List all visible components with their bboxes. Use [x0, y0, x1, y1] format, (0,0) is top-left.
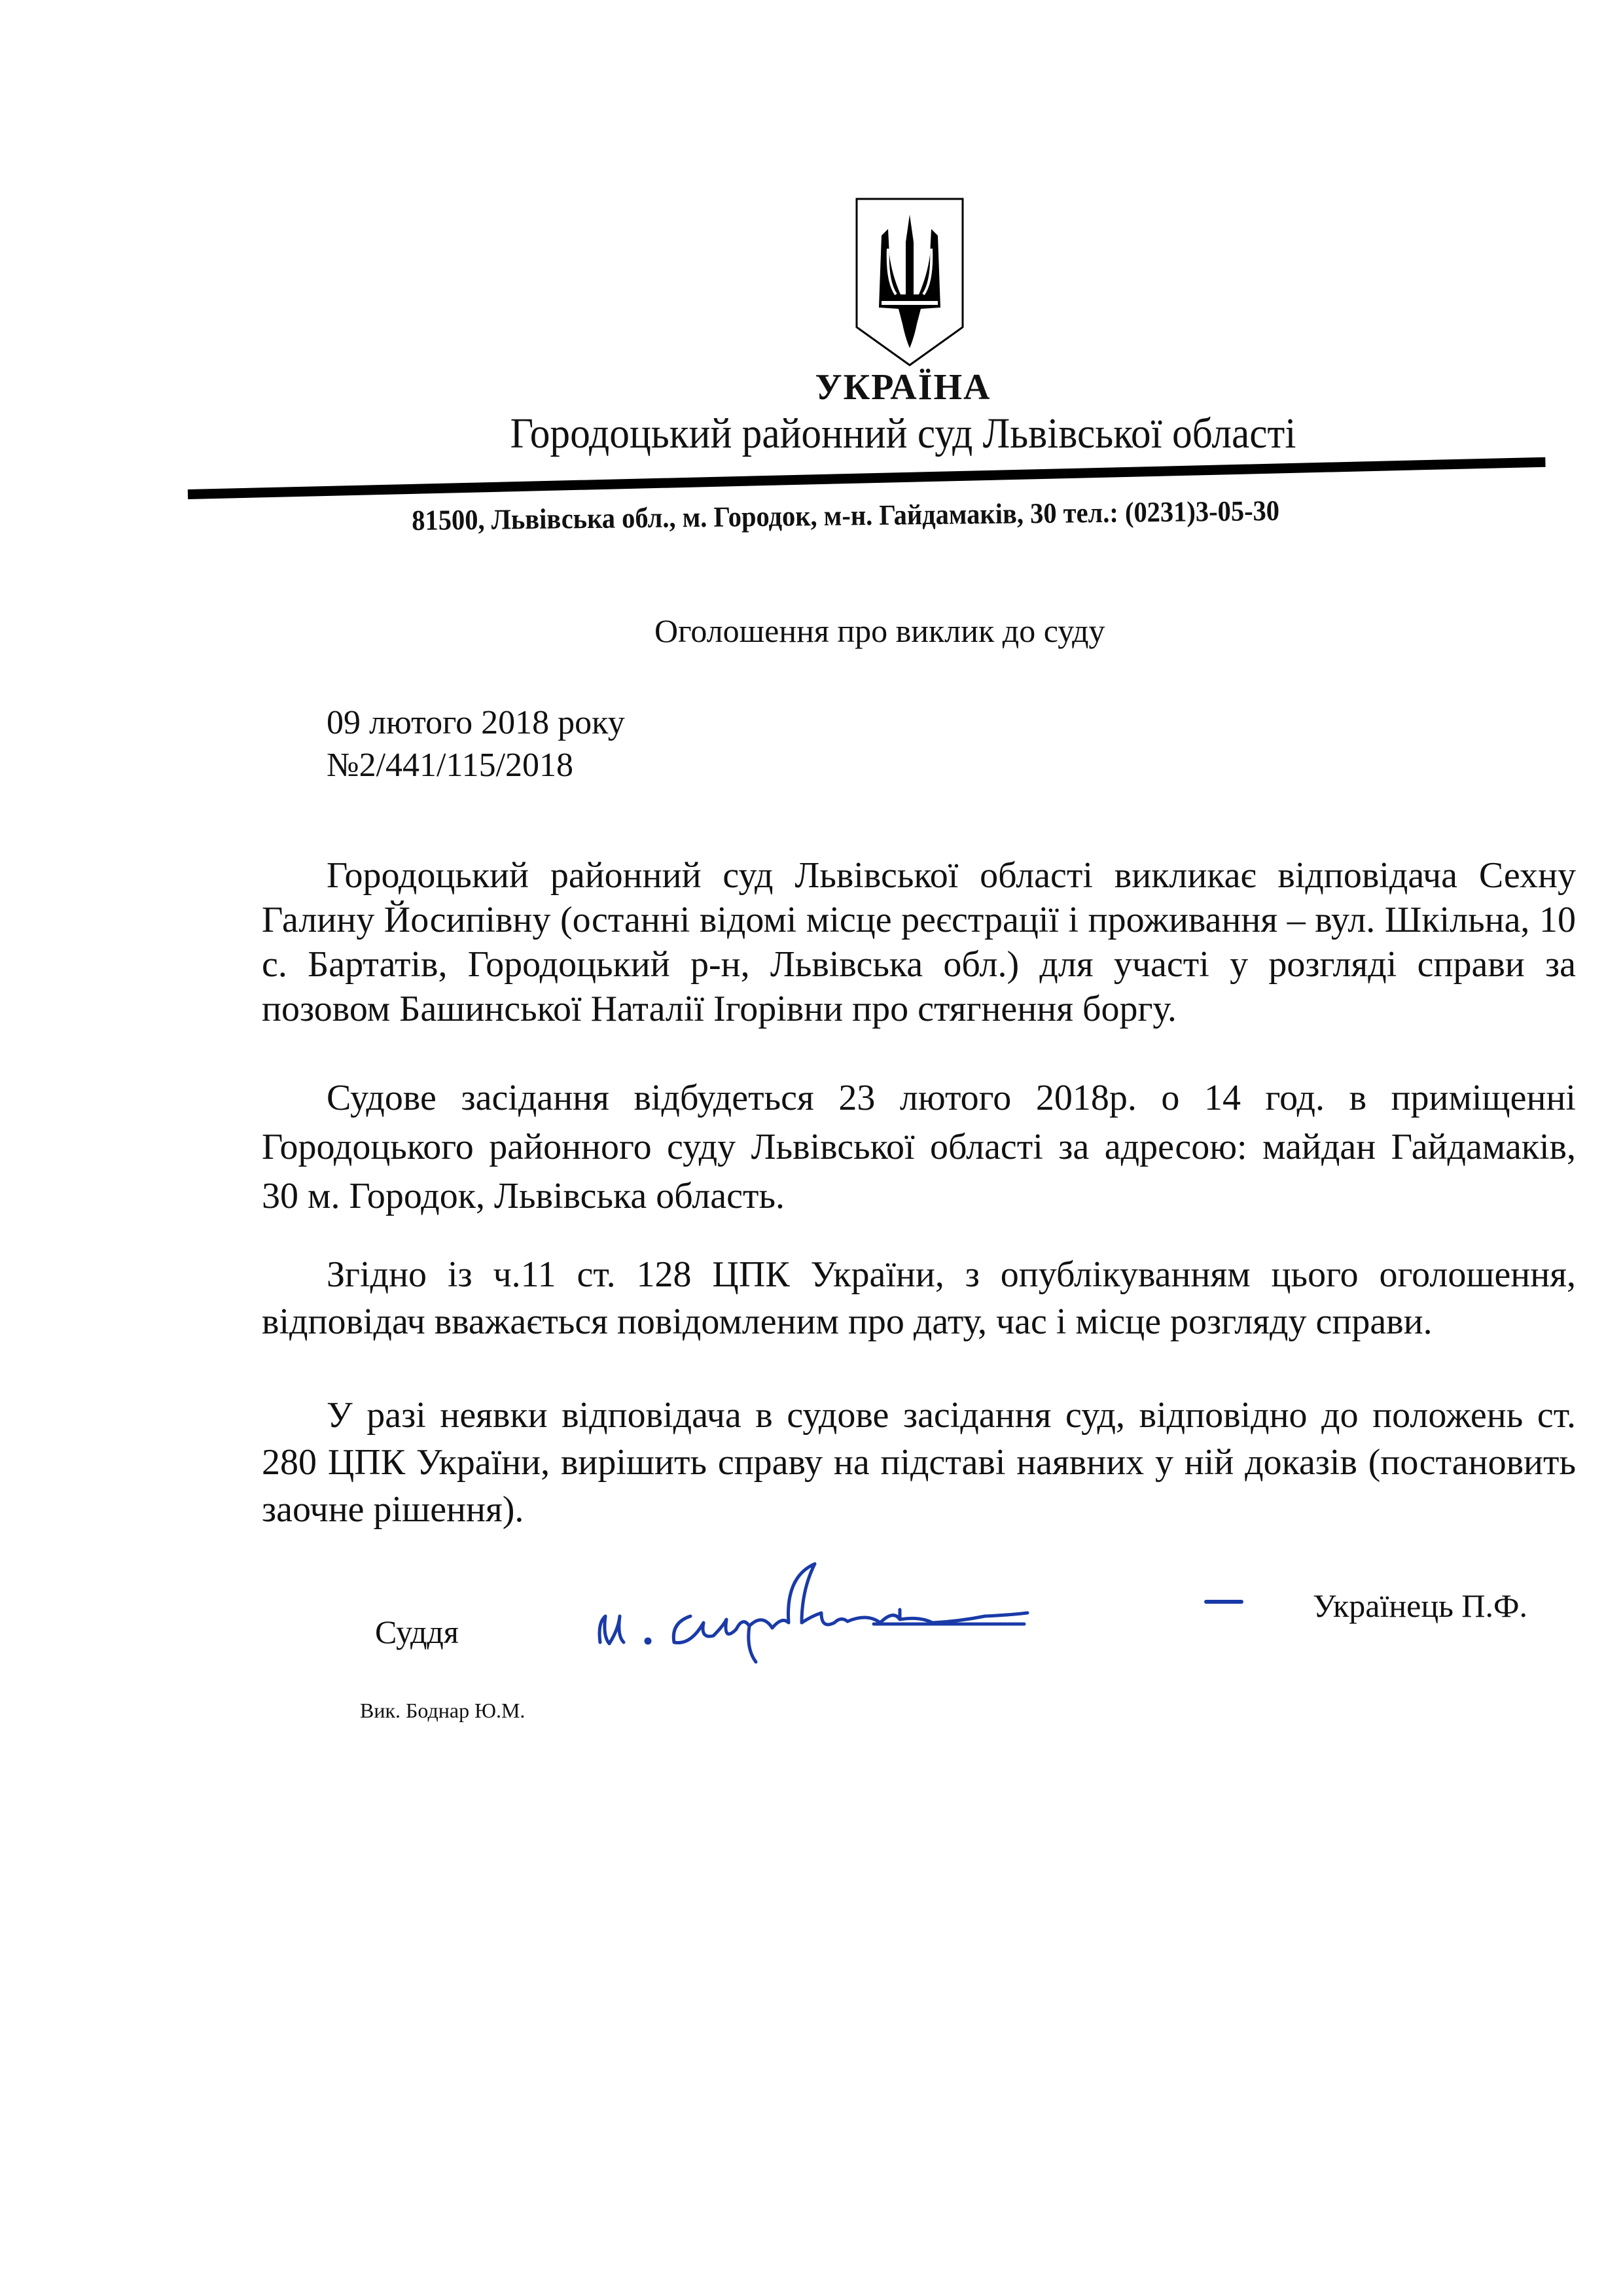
paragraph-line: У разі неявки відповідача в судове засідання суд, відповідно до положень ст.	[327, 1395, 1576, 1436]
judge-name: Українець П.Ф.	[1313, 1587, 1528, 1624]
signature-dash	[1204, 1600, 1243, 1604]
paragraph-line: Городоцький районний суд Львівської області викликає відповідача Сехну	[327, 855, 1576, 896]
paragraph-line: Згідно із ч.11 ст. 128 ЦПК України, з опублікуванням цього оголошення,	[327, 1254, 1576, 1295]
document-date: 09 лютого 2018 року	[327, 704, 625, 741]
paragraph-line: відповідач вважається повідомленим про дату, час і місце розгляду справи.	[262, 1301, 1433, 1342]
paragraph-line: заочне рішення).	[262, 1489, 524, 1530]
case-number: №2/441/115/2018	[327, 747, 574, 784]
paragraph-line: 280 ЦПК України, вирішить справу на підставі наявних у ній доказів (постановить	[262, 1442, 1576, 1483]
judge-role-label: Суддя	[375, 1614, 459, 1650]
country-heading: УКРАЇНА	[815, 367, 991, 408]
paragraph-line: Судове засідання відбудеться 23 лютого 2018р. о 14 год. в приміщенні	[327, 1078, 1576, 1118]
court-address: 81500, Львівська обл., м. Городок, м-н. Гайдамаків, 30 тел.: (0231)3-05-30	[412, 494, 1280, 537]
paragraph-line: позовом Башинської Наталії Ігорівни про стягнення боргу.	[262, 989, 1177, 1029]
handwritten-signature	[592, 1551, 1037, 1669]
paragraph-line: Галину Йосипівну (останні відомі місце реєстрації і проживання – вул. Шкільна, 10	[262, 900, 1576, 940]
coat-of-arms-icon	[854, 196, 965, 368]
court-name-heading: Городоцький районний суд Львівської області	[510, 410, 1296, 457]
document-title: Оголошення про виклик до суду	[654, 612, 1105, 649]
paragraph-line: Городоцького районного суду Львівської області за адресою: майдан Гайдамаків,	[262, 1127, 1576, 1167]
paragraph-line: 30 м. Городок, Львівська область.	[262, 1176, 785, 1216]
paragraph-line: с. Бартатів, Городоцький р-н, Львівська обл.) для участі у розгляді справи за	[262, 944, 1576, 985]
header-divider	[188, 457, 1546, 499]
executor-note: Вик. Боднар Ю.М.	[360, 1699, 526, 1722]
